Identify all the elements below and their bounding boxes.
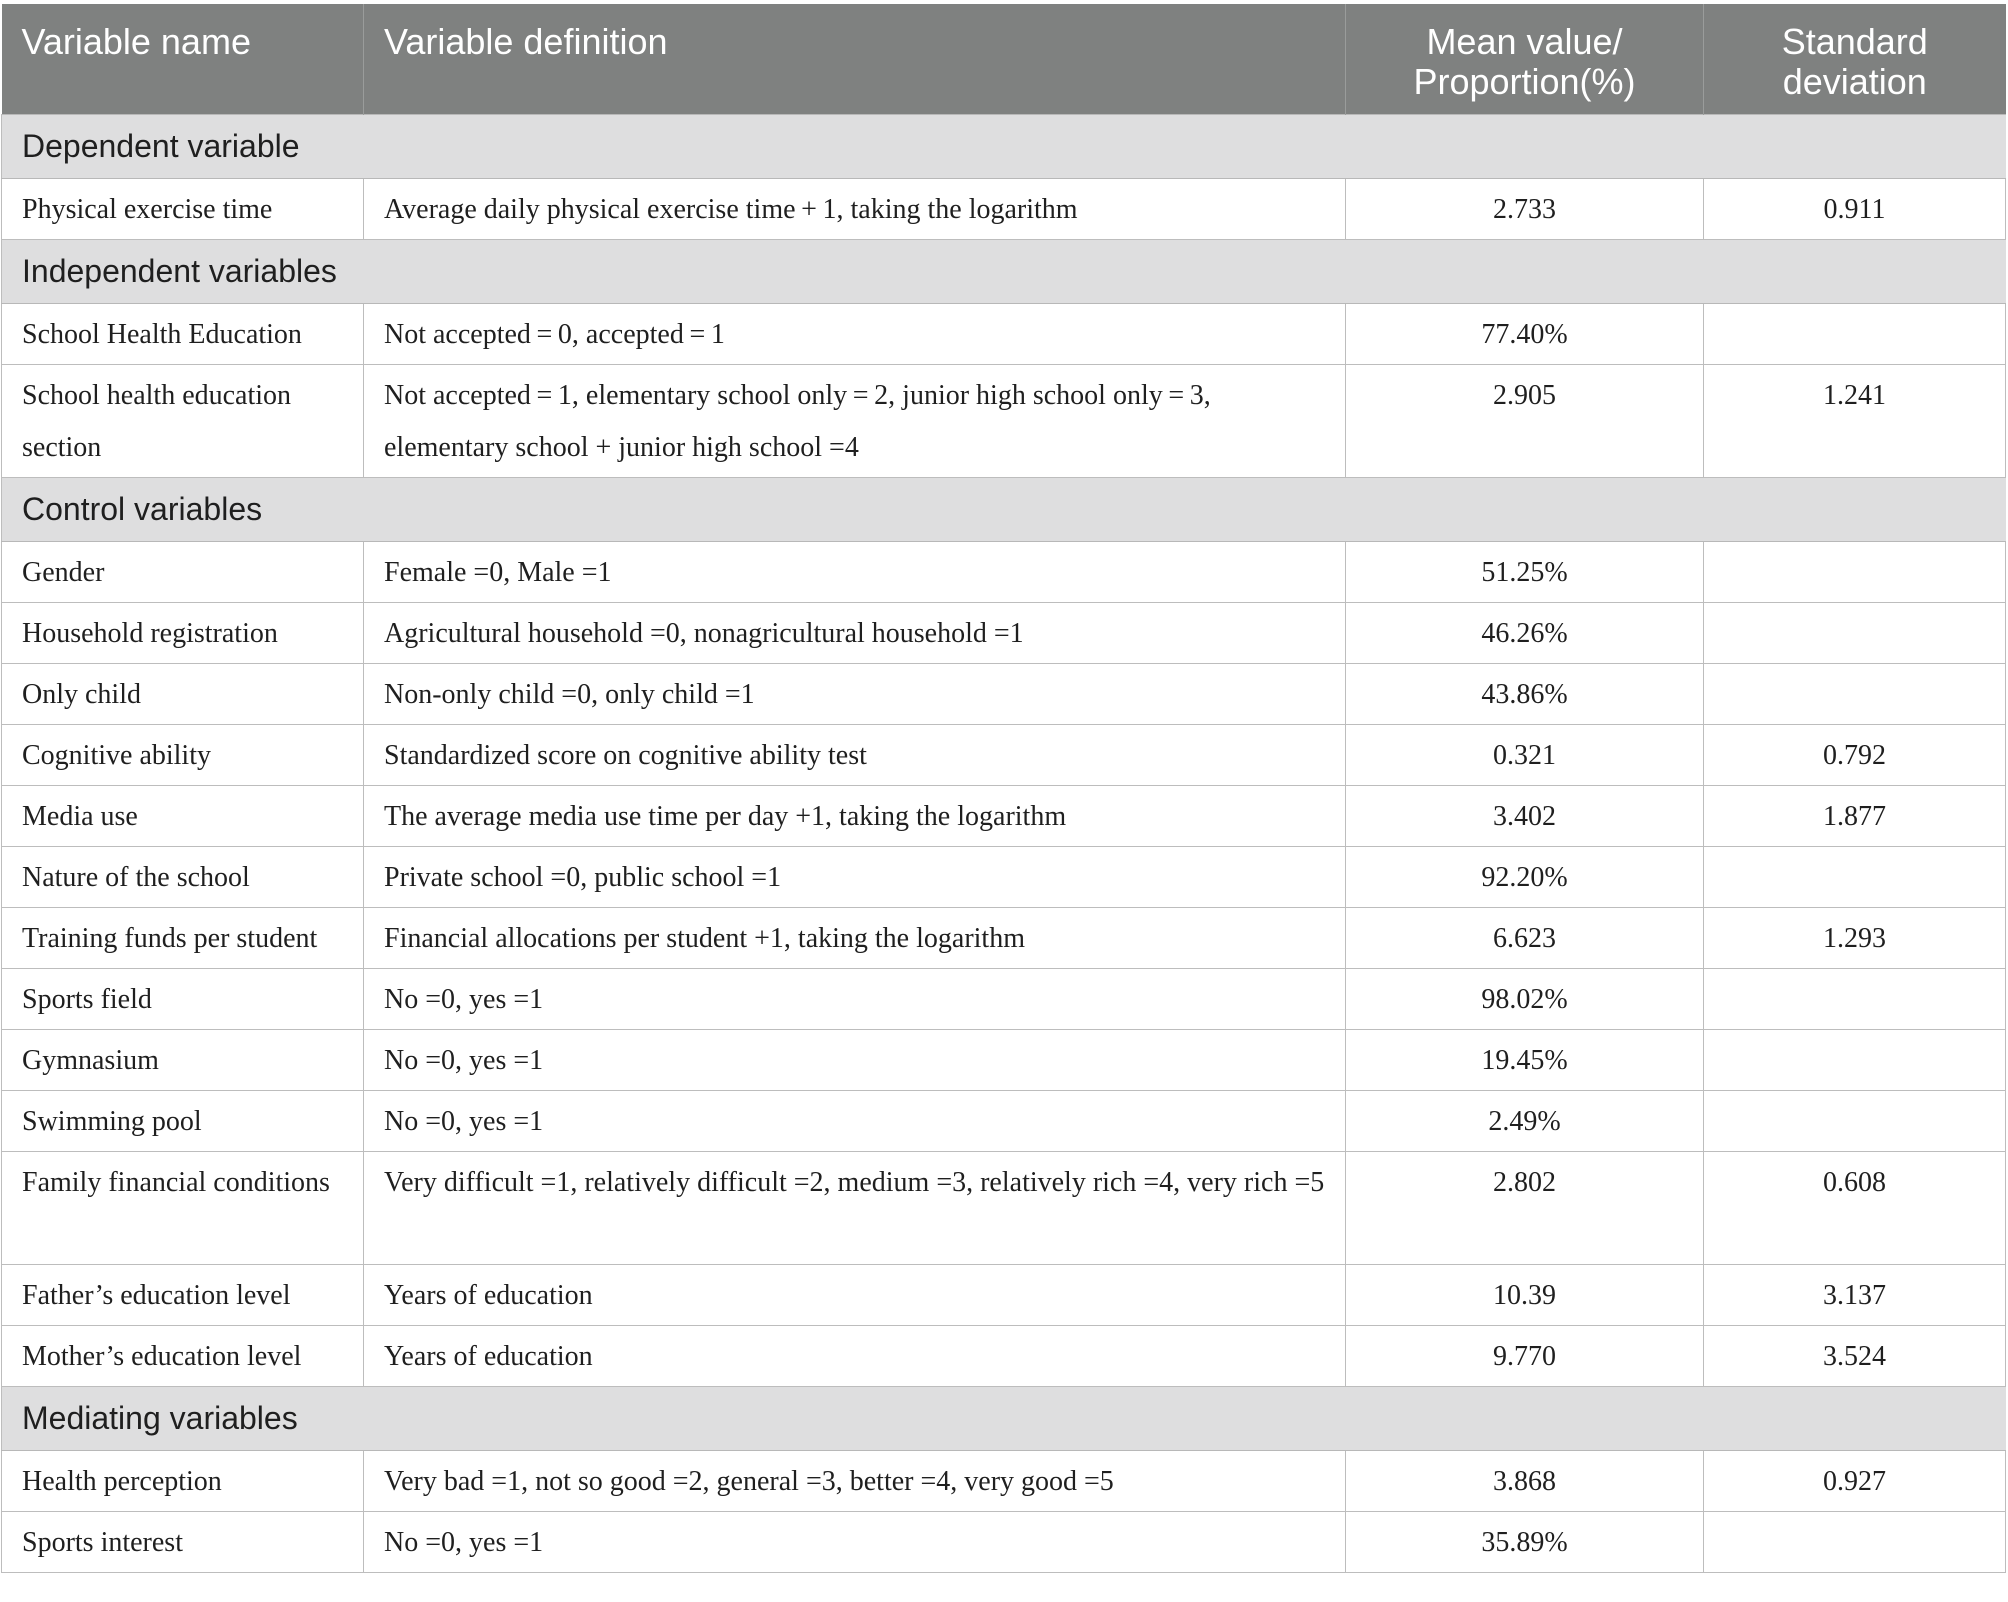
mean-value-cell: 2.49% [1346,1090,1704,1151]
variable-definition-cell: No =0, yes =1 [364,968,1346,1029]
header-mean-value: Mean value/ Proportion(%) [1346,4,1704,114]
table-container [0,4,2008,1602]
standard-deviation-cell [1704,541,2006,602]
variable-definition-cell: Female =0, Male =1 [364,541,1346,602]
mean-value-cell: 2.733 [1346,178,1704,239]
variable-definition-cell: Years of education [364,1264,1346,1325]
standard-deviation-cell [1704,846,2006,907]
variable-definition-cell: Very bad =1, not so good =2, general =3, better =4, very good =5 [364,1450,1346,1511]
variable-name-cell: Gymnasium [2,1029,364,1090]
variable-name-cell: School health education section [2,364,364,477]
standard-deviation-cell: 0.608 [1704,1151,2006,1264]
variable-name-cell: Household registration [2,602,364,663]
section-header-row [2,239,2006,303]
mean-value-cell: 92.20% [1346,846,1704,907]
mean-value-cell: 46.26% [1346,602,1704,663]
table-row [2,846,2006,907]
standard-deviation-cell: 0.911 [1704,178,2006,239]
variable-name-cell: Only child [2,663,364,724]
section-header-row [2,114,2006,178]
variable-definition-cell: Very difficult =1, relatively difficult =2, medium =3, relatively rich =4, very rich =5 [364,1151,1346,1264]
table-row [2,303,2006,364]
table-row [2,1029,2006,1090]
variable-name-cell: Health perception [2,1450,364,1511]
table-row [2,663,2006,724]
variable-name-cell: Sports interest [2,1511,364,1572]
variable-definition-cell: Agricultural household =0, nonagricultural household =1 [364,602,1346,663]
variable-definition-cell: Non-only child =0, only child =1 [364,663,1346,724]
table-row [2,968,2006,1029]
variable-definition-cell: Years of education [364,1325,1346,1386]
variable-definition-cell: Not accepted = 0, accepted = 1 [364,303,1346,364]
standard-deviation-cell: 1.877 [1704,785,2006,846]
variable-name-cell: Swimming pool [2,1090,364,1151]
mean-value-cell: 98.02% [1346,968,1704,1029]
table-row [2,785,2006,846]
section-title: Control variables [2,477,2006,541]
variable-name-cell: School Health Education [2,303,364,364]
standard-deviation-cell: 1.241 [1704,364,2006,477]
standard-deviation-cell [1704,968,2006,1029]
variable-name-cell: Training funds per student [2,907,364,968]
table-row [2,602,2006,663]
header-standard-deviation: Standard deviation [1704,4,2006,114]
variable-name-cell: Cognitive ability [2,724,364,785]
variable-name-cell: Media use [2,785,364,846]
variable-definition-cell: The average media use time per day +1, taking the logarithm [364,785,1346,846]
table-row [2,907,2006,968]
standard-deviation-cell: 1.293 [1704,907,2006,968]
table-row [2,178,2006,239]
standard-deviation-cell: 0.927 [1704,1450,2006,1511]
header-variable-definition: Variable definition [364,4,1346,114]
variable-name-cell: Sports field [2,968,364,1029]
standard-deviation-cell: 3.137 [1704,1264,2006,1325]
standard-deviation-cell: 3.524 [1704,1325,2006,1386]
section-title: Independent variables [2,239,2006,303]
header-variable-name: Variable name [2,4,364,114]
variable-name-cell: Father’s education level [2,1264,364,1325]
mean-value-cell: 2.905 [1346,364,1704,477]
header-row [2,4,2006,114]
mean-value-cell: 35.89% [1346,1511,1704,1572]
mean-value-cell: 3.868 [1346,1450,1704,1511]
variable-definition-cell: No =0, yes =1 [364,1511,1346,1572]
standard-deviation-cell [1704,663,2006,724]
variable-definition-cell: Standardized score on cognitive ability test [364,724,1346,785]
section-title: Mediating variables [2,1386,2006,1450]
section-header-row [2,1386,2006,1450]
variable-name-cell: Gender [2,541,364,602]
variable-name-cell: Physical exercise time [2,178,364,239]
variable-name-cell: Family financial conditions [2,1151,364,1264]
table-row [2,724,2006,785]
table-row [2,1325,2006,1386]
standard-deviation-cell [1704,303,2006,364]
mean-value-cell: 19.45% [1346,1029,1704,1090]
standard-deviation-cell [1704,602,2006,663]
variable-definition-cell: No =0, yes =1 [364,1090,1346,1151]
variable-name-cell: Mother’s education level [2,1325,364,1386]
standard-deviation-cell [1704,1029,2006,1090]
table-row [2,1450,2006,1511]
mean-value-cell: 77.40% [1346,303,1704,364]
variable-name-cell: Nature of the school [2,846,364,907]
mean-value-cell: 10.39 [1346,1264,1704,1325]
variable-definition-cell: Not accepted = 1, elementary school only = 2, junior high school only = 3, elementary school + junior high school =4 [364,364,1346,477]
table-row [2,1511,2006,1572]
variable-definition-cell: Private school =0, public school =1 [364,846,1346,907]
mean-value-cell: 6.623 [1346,907,1704,968]
mean-value-cell: 3.402 [1346,785,1704,846]
section-title: Dependent variable [2,114,2006,178]
table-row [2,541,2006,602]
table-row [2,364,2006,477]
variable-definition-cell: No =0, yes =1 [364,1029,1346,1090]
variables-table [1,4,2006,1573]
variable-definition-cell: Financial allocations per student +1, taking the logarithm [364,907,1346,968]
mean-value-cell: 43.86% [1346,663,1704,724]
mean-value-cell: 51.25% [1346,541,1704,602]
standard-deviation-cell: 0.792 [1704,724,2006,785]
table-row [2,1090,2006,1151]
section-header-row [2,477,2006,541]
mean-value-cell: 9.770 [1346,1325,1704,1386]
mean-value-cell: 2.802 [1346,1151,1704,1264]
standard-deviation-cell [1704,1090,2006,1151]
standard-deviation-cell [1704,1511,2006,1572]
mean-value-cell: 0.321 [1346,724,1704,785]
table-row [2,1151,2006,1264]
table-row [2,1264,2006,1325]
variable-definition-cell: Average daily physical exercise time + 1, taking the logarithm [364,178,1346,239]
